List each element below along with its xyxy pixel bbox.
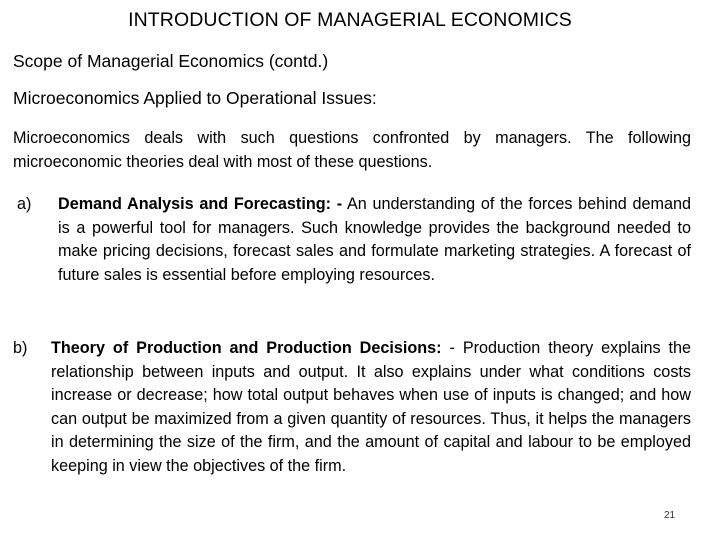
list-item-text: - Production theory explains the relationship between inputs and output. It also explains under what conditions costs increase or decrease; how total output behaves when use of inputs is changed; and how can output be maximized from a given quantity of resources. Thus, it helps the managers in determining the size of the firm, and the amount of capital and labour to be employed keeping in view the objectives of the firm. [51,339,692,475]
list-item-body [58,193,691,287]
list-item-term: Theory of Production and Production Decisions: [51,339,442,357]
list-item-term: Demand Analysis and Forecasting: - [58,195,343,213]
section-heading: Microeconomics Applied to Operational Issues: [13,88,377,108]
list-marker-a: a) [17,195,32,213]
slide-title: INTRODUCTION OF MANAGERIAL ECONOMICS [128,9,572,31]
list-item-demand-analysis [13,193,691,287]
list-item-production-theory [13,337,691,478]
list-item-body [51,337,691,478]
intro-paragraph: Microeconomics deals with such questions confronted by managers. The following microeconomic theories deal with most of these questions. [13,129,691,171]
slide-subtitle: Scope of Managerial Economics (contd.) [13,51,329,71]
page-number: 21 [664,510,676,521]
list-item-text: An understanding of the forces behind demand is a powerful tool for managers. Such knowledge provides the background needed to make pricing decisions, forecast sales and formulate marketing strategies. A forecast of future sales is essential before employing resources. [58,195,691,284]
list-marker-b: b) [13,339,28,357]
